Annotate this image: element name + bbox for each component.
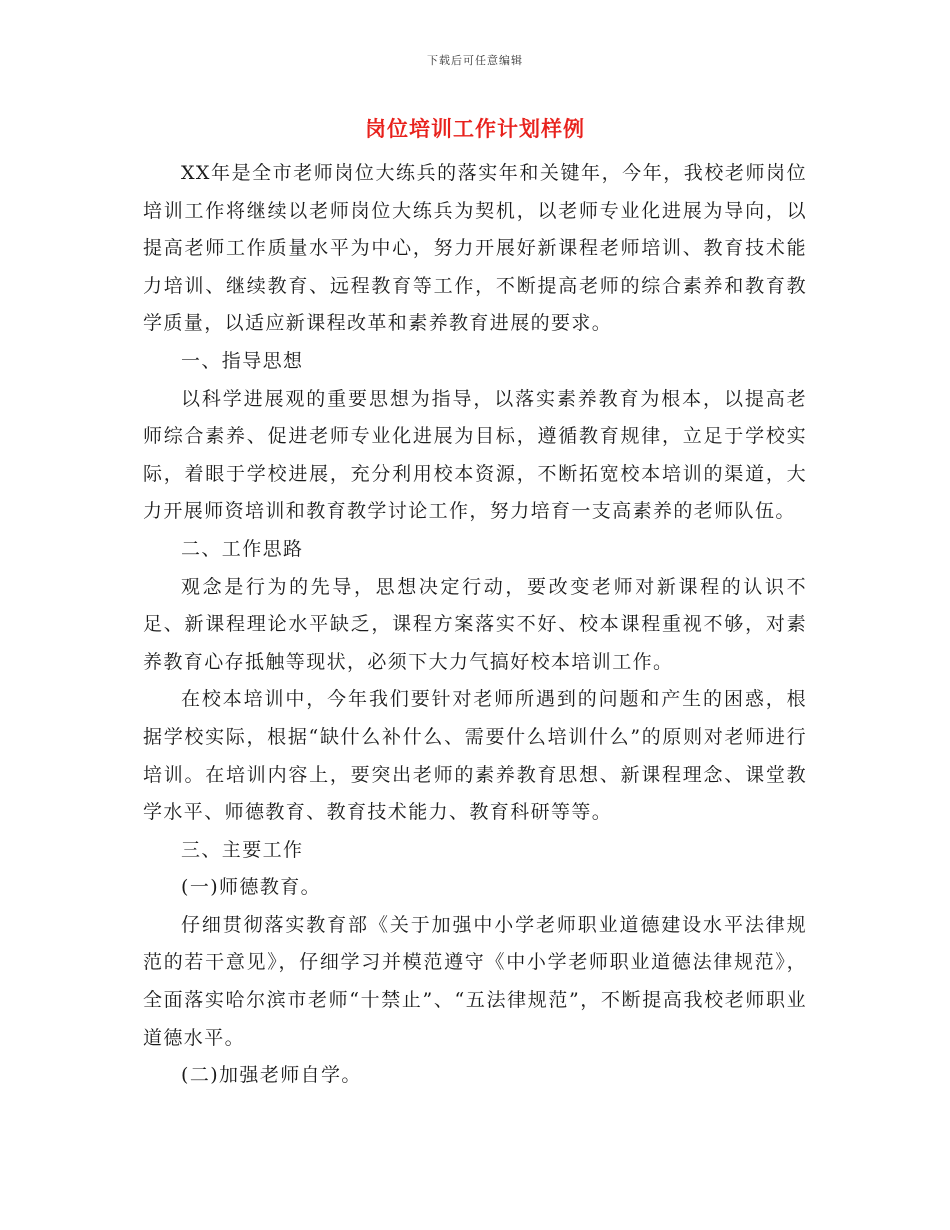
section-heading-work-approach: 二、工作思路 xyxy=(181,537,304,560)
section-heading-guiding-ideology: 一、指导思想 xyxy=(181,349,304,372)
subheading-ethics-education: (一)师德教育。 xyxy=(181,876,322,899)
document-title: 岗位培训工作计划样例 xyxy=(365,117,585,141)
document-body xyxy=(143,155,807,1095)
paragraph-intro: XX年是全市老师岗位大练兵的落实年和关键年，今年，我校老师岗位培训工作将继续以老师岗位大练兵为契机，以老师专业化进展为导向，以提高老师工作质量水平为中心，努力开展好新课程老师培训、教育技术能力培训、继续教育、远程教育等工作，不断提高老师的综合素养和教育教学质量，以适应新课程改革和素养教育进展的要求。 xyxy=(143,162,807,335)
subheading-self-study: (二)加强老师自学。 xyxy=(181,1064,362,1087)
section-heading-main-work: 三、主要工作 xyxy=(181,838,304,861)
paragraph-guiding-ideology: 以科学进展观的重要思想为指导，以落实素养教育为根本，以提高老师综合素养、促进老师专业化进展为目标，遵循教育规律，立足于学校实际，着眼于学校进展，充分利用校本资源，不断拓宽校本培训的渠道，大力开展师资培训和教育教学讨论工作，努力培育一支高素养的老师队伍。 xyxy=(143,387,807,523)
paragraph-work-approach-1: 观念是行为的先导，思想决定行动，要改变老师对新课程的认识不足、新课程理论水平缺乏，课程方案落实不好、校本课程重视不够，对素养教育心存抵触等现状，必须下大力气搞好校本培训工作。 xyxy=(143,575,807,673)
download-note: 下载后可任意编辑 xyxy=(427,54,523,67)
paragraph-ethics-education: 仔细贯彻落实教育部《关于加强中小学老师职业道德建设水平法律规范的若干意见》，仔细学习并模范遵守《中小学老师职业道德法律规范》，全面落实哈尔滨市老师“十禁止”、“五法律规范”，不断提高我校老师职业道德水平。 xyxy=(143,913,807,1049)
paragraph-work-approach-2: 在校本培训中，今年我们要针对老师所遇到的问题和产生的困惑，根据学校实际，根据“缺什么补什么、需要什么培训什么”的原则对老师进行培训。在培训内容上，要突出老师的素养教育思想、新课程理念、课堂教学水平、师德教育、教育技术能力、教育科研等等。 xyxy=(143,688,807,824)
